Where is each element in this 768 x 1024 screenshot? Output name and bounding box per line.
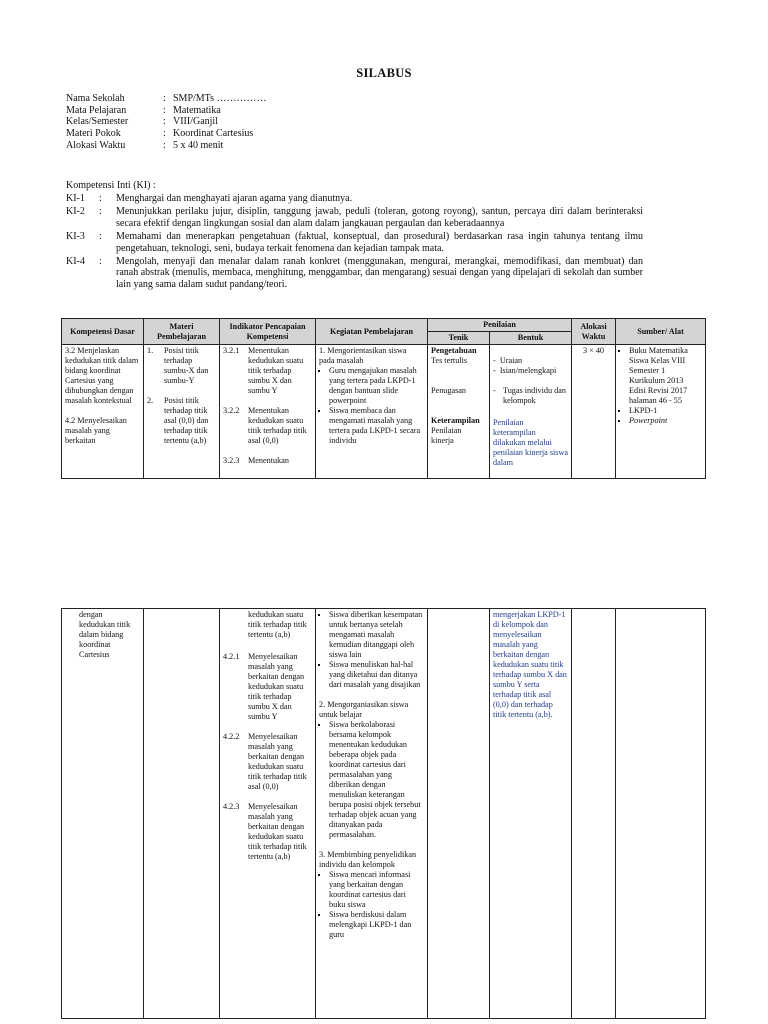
indikator-item: 3.2.3 Menentukan xyxy=(223,456,289,465)
sumber-item: ▪ LKPD-1 xyxy=(629,406,702,416)
indikator-item: 4.2.3 Menyelesaikan masalah yang berkaitan dengan kedudukan suatu titik terhadap titik tertentu (a,b) xyxy=(223,802,307,861)
teknik-penugasan: Penugasan xyxy=(431,386,467,395)
ki-list xyxy=(66,193,643,292)
cell-materi xyxy=(144,345,220,479)
bentuk-item: - Uraian xyxy=(493,356,523,365)
identity-key: Kelas/Semester xyxy=(66,116,129,128)
ki-text: Memahami dan menerapkan pengetahuan (faktual, konseptual, dan prosedural) berdasarkan rasa ingin tahunya tentang ilmu pengetahuan, teknologi, seni, budaya terkait fenomena dan kejadian tampak mata. xyxy=(116,230,643,254)
kegiatan-heading: 3. Membimbing penyelidikan individu dan kelompok xyxy=(319,850,417,869)
cell-bentuk xyxy=(490,609,572,1019)
ki-text: Mengolah, menyaji dan menalar dalam ranah konkret (menggunakan, mengurai, merangkai, memodifikasi, dan membuat) dan ranah abstrak (menulis, membaca, menghitung, menggambar, dan mengarang) sesuai dengan yang dipelajari di sekolah dan sumber lain yang sama dalam sudut pandang/teori. xyxy=(116,255,643,290)
kegiatan-item: ▪ Guru mengajukan masalah yang tertera pada LKPD-1 dengan bantuan slide powerpoint xyxy=(329,366,424,406)
header-penilaian: Penilaian xyxy=(428,319,572,332)
kd-text: 3.2 Menjelaskan kedudukan titik dalam bidang koordinat Cartesius yang dihubungkan dengan masalah kontekstual xyxy=(65,346,139,405)
identity-row: Mata Pelajaran : Matematika xyxy=(66,104,221,116)
identity-key: Mata Pelajaran xyxy=(66,104,127,116)
cell-teknik xyxy=(428,345,490,479)
indikator-item: 4.2.1 Menyelesaikan masalah yang berkaitan dengan kedudukan suatu titik terhadap sumbu X dan sumbu Y xyxy=(223,652,305,721)
kd-text: dengan kedudukan titik dalam bidang koordinat Cartesius xyxy=(79,610,131,659)
identity-value: VIII/Ganjil xyxy=(173,116,218,128)
cell-kegiatan xyxy=(316,345,428,479)
ki-code: KI-2 xyxy=(66,206,85,218)
header-indikator: Indikator Pencapaian Kompetensi xyxy=(220,319,316,345)
kegiatan-item: ▪ Siswa berdiskusi dalam melengkapi LKPD-1 dan guru xyxy=(329,910,424,940)
kegiatan-item: ▪ Siswa diberikan kesempatan untuk bertanya setelah mengamati masalah kemudian ditanggapi oleh siswa lain xyxy=(329,610,424,660)
cell-sumber xyxy=(616,609,706,1019)
ki-item: KI-3 : Memahami dan menerapkan pengetahuan (faktual, konseptual, dan prosedural) berdasarkan rasa ingin tahunya tentang ilmu pengetahuan, teknologi, seni, budaya terkait fenomena dan kejadian tampak mata. xyxy=(66,230,643,254)
identity-row: Materi Pokok : Koordinat Cartesius xyxy=(66,128,254,140)
identity-value: SMP/MTs …………… xyxy=(173,93,267,104)
sumber-item: ▪ Powerpoint xyxy=(629,416,702,426)
sumber-item: ▪ Buku Matematika Siswa Kelas VIII Semester 1 Kurikulum 2013 Edisi Revisi 2017 halaman 46 - 55 xyxy=(629,346,702,406)
identity-key: Materi Pokok xyxy=(66,128,121,140)
teknik-kinerja: Penilaian kinerja xyxy=(431,426,462,445)
identity-value: Koordinat Cartesius xyxy=(173,128,254,140)
syllabus-table-part-2 xyxy=(61,608,706,1019)
cell-kd xyxy=(62,609,144,1019)
ki-item: KI-2 : Menunjukkan perilaku jujur, disiplin, tanggung jawab, peduli (toleran, gotong royong), santun, percaya diri dalam berinteraksi secara efektif dengan lingkungan sosial dan alam dalam jangkauan pergaulan dan keberadaannya xyxy=(66,206,643,229)
teknik-keterampilan: Keterampilan xyxy=(431,416,480,425)
identity-block xyxy=(66,93,267,152)
header-alokasi: Alokasi Waktu xyxy=(572,319,616,345)
ki-code: KI-1 xyxy=(66,193,85,204)
kegiatan-item: ▪ Siswa berkolaborasi bersama kelompok menentukan kedudukan beberapa objek pada koordinat cartesius dari permasalahan yang diberikan dengan menuliskan keterangan berupa posisi objek tersebut terhadap objek acuan yang ditanyakan pada permasalahan. xyxy=(329,720,424,840)
header-bentuk: Bentuk xyxy=(490,332,572,345)
ki-code: KI-3 xyxy=(66,230,85,242)
kegiatan-item: ▪ Siswa menuliskan hal-hal yang diketahui dan ditanya dari masalah yang disajikan xyxy=(329,660,424,690)
syllabus-table-part-1 xyxy=(61,318,706,479)
header-kompetensi-dasar: Kompetensi Dasar xyxy=(62,319,144,345)
ki-code: KI-4 xyxy=(66,255,85,267)
header-teknik: Tenik xyxy=(428,332,490,345)
identity-row: Nama Sekolah : SMP/MTs …………… xyxy=(66,93,267,104)
identity-value: Matematika xyxy=(173,104,221,116)
indikator-item: 3.2.1 Menentukan kedudukan suatu titik terhadap sumbu X dan sumbu Y xyxy=(223,346,304,395)
materi-item: 2. Posisi titik terhadap titik asal (0,0) dan terhadap titik tertentu (a,b) xyxy=(147,396,209,445)
cell-teknik xyxy=(428,609,490,1019)
ki-item: KI-1 : Menghargai dan menghayati ajaran agama yang dianutnya. xyxy=(66,193,643,205)
kegiatan-heading: 2. Mengorganiasikan siswa untuk belajar xyxy=(319,700,409,719)
bentuk-item: - Tugas individu dan kelompok xyxy=(493,386,566,405)
cell-alokasi xyxy=(572,609,616,1019)
identity-key: Alokasi Waktu xyxy=(66,139,126,151)
header-materi: Materi Pembelajaran xyxy=(144,319,220,345)
document-title: SILABUS xyxy=(356,66,412,80)
kegiatan-heading: 1. Mengorientasikan siswa pada masalah xyxy=(319,346,407,365)
bentuk-item: - Isian/melengkapi xyxy=(493,366,557,375)
materi-item: 1. Posisi titik terhadap sumbu-X dan sumbu-Y xyxy=(147,346,209,385)
identity-key: Nama Sekolah xyxy=(66,93,125,104)
kegiatan-item: ▪ Siswa mencari informasi yang berkaitan dengan koordinat cartesius dari buku siswa xyxy=(329,870,424,910)
cell-indikator xyxy=(220,609,316,1019)
teknik-pengetahuan: Pengetahuan xyxy=(431,346,477,355)
ki-text: Menghargai dan menghayati ajaran agama yang dianutnya. xyxy=(116,193,353,204)
header-sumber: Sumber/ Alat xyxy=(616,319,706,345)
ki-item: KI-4 : Mengolah, menyaji dan menalar dalam ranah konkret (menggunakan, mengurai, merangkai, memodifikasi, dan membuat) dan ranah abstrak (menulis, membaca, menghitung, menggambar, dan mengarang) sesuai dengan yang dipelajari di sekolah dan sumber lain yang sama dalam sudut pandang/teori. xyxy=(66,255,643,290)
bentuk-keterampilan-continued: mengerjakan LKPD-1 di kelompok dan menyelesaikan masalah yang berkaitan dengan kedudukan suatu titik terhadap sumbu X dan sumbu Y serta terhadap titik asal (0,0) dan terhadap titik tertentu (a,b). xyxy=(493,610,567,719)
cell-materi xyxy=(144,609,220,1019)
indikator-item: 4.2.2 Menyelesaikan masalah yang berkaitan dengan kedudukan suatu titik terhadap titik asal (0,0) xyxy=(223,732,307,791)
ki-text: Menunjukkan perilaku jujur, disiplin, tanggung jawab, peduli (toleran, gotong royong), santun, percaya diri dalam berinteraksi secara efektif dengan lingkungan sosial dan alam dalam jangkauan pergaulan dan keberadaannya xyxy=(116,206,643,229)
ki-heading: Kompetensi Inti (KI) : xyxy=(66,180,156,191)
bentuk-keterampilan: Penilaian keterampilan dilakukan melalui penilaian kinerja siswa dalam xyxy=(493,418,569,467)
cell-alokasi: 3 × 40 xyxy=(572,345,616,479)
identity-row: Alokasi Waktu : 5 x 40 menit xyxy=(66,139,224,151)
cell-indikator xyxy=(220,345,316,479)
cell-bentuk xyxy=(490,345,572,479)
identity-row: Kelas/Semester : VIII/Ganjil xyxy=(66,116,218,128)
cell-sumber xyxy=(616,345,706,479)
indikator-continued: kedudukan suatu titik terhadap titik tertentu (a,b) xyxy=(248,610,307,639)
kegiatan-item: ▪ Siswa membaca dan mengamati masalah yang tertera pada LKPD-1 secara individu xyxy=(329,406,424,446)
teknik-tes: Tes tertulis xyxy=(431,356,468,365)
cell-kegiatan xyxy=(316,609,428,1019)
kd-text: 4.2 Menyelesaikan masalah yang berkaitan xyxy=(65,416,127,445)
cell-kd xyxy=(62,345,144,479)
indikator-item: 3.2.2 Menentukan kedudukan suatu titik terhadap titik asal (0,0) xyxy=(223,406,307,445)
header-kegiatan: Kegiatan Pembelajaran xyxy=(316,319,428,345)
identity-value: 5 x 40 menit xyxy=(173,139,224,151)
